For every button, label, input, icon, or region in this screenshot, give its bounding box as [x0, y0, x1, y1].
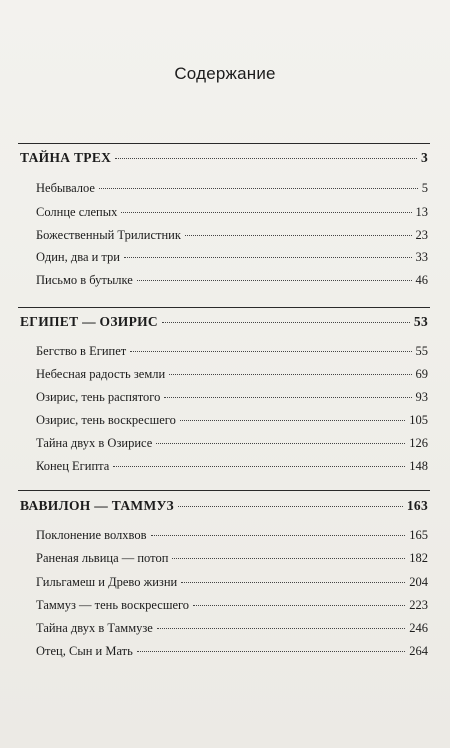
chapter-page-number: 93: [415, 390, 428, 404]
toc-chapter-entry: [36, 250, 428, 265]
toc-chapter-entry: [36, 551, 428, 566]
toc-chapter-entry: [36, 181, 428, 196]
chapter-title: Гильгамеш и Древо жизни: [36, 575, 178, 589]
chapter-title: Отец, Сын и Мать: [36, 644, 133, 658]
chapter-title: Тайна двух в Таммузе: [36, 621, 153, 635]
part-page-number: 3: [420, 150, 428, 165]
chapter-title: Поклонение волхвов: [36, 528, 147, 542]
chapter-title: Солнце слепых: [36, 205, 118, 219]
dot-leader: [157, 628, 405, 629]
part-title: ЕГИПЕТ — ОЗИРИС: [20, 314, 158, 329]
chapter-page-number: 264: [409, 644, 428, 658]
toc-chapter-entry: [36, 367, 428, 382]
chapter-title: Конец Египта: [36, 459, 110, 473]
chapter-title: Озирис, тень воскресшего: [36, 413, 176, 427]
toc-chapter-entry: [36, 273, 428, 288]
chapter-title: Письмо в бутылке: [36, 273, 133, 287]
chapter-title: Тайна двух в Озирисе: [36, 436, 153, 450]
section-divider: [18, 307, 430, 308]
dot-leader: [99, 188, 418, 189]
chapter-page-number: 33: [415, 250, 428, 264]
chapter-title: Божественный Трилистник: [36, 228, 181, 242]
chapter-title: Озирис, тень распятого: [36, 390, 161, 404]
chapter-page-number: 126: [409, 436, 428, 450]
dot-leader: [151, 535, 406, 536]
chapter-page-number: 69: [415, 367, 428, 381]
toc-chapter-entry: [36, 528, 428, 543]
chapter-page-number: 182: [409, 551, 428, 565]
dot-leader: [130, 351, 411, 352]
dot-leader: [169, 374, 411, 375]
part-title: ТАЙНА ТРЕХ: [20, 150, 112, 165]
chapter-page-number: 55: [415, 344, 428, 358]
dot-leader: [185, 235, 412, 236]
dot-leader: [115, 158, 417, 159]
toc-part-entry: [20, 150, 428, 166]
toc-chapter-entry: [36, 344, 428, 359]
chapter-page-number: 246: [409, 621, 428, 635]
dot-leader: [180, 420, 405, 421]
part-title: ВАВИЛОН — ТАММУЗ: [20, 498, 174, 513]
chapter-page-number: 148: [409, 459, 428, 473]
toc-chapter-entry: [36, 390, 428, 405]
chapter-page-number: 23: [415, 228, 428, 242]
chapter-page-number: 204: [409, 575, 428, 589]
chapter-title: Небывалое: [36, 181, 95, 195]
part-page-number: 53: [413, 314, 428, 329]
chapter-page-number: 165: [409, 528, 428, 542]
chapter-title: Бегство в Египет: [36, 344, 127, 358]
dot-leader: [164, 397, 411, 398]
toc-chapter-entry: [36, 413, 428, 428]
dot-leader: [193, 605, 405, 606]
toc-chapter-entry: [36, 621, 428, 636]
toc-chapter-entry: [36, 205, 428, 220]
toc-part-entry: [20, 498, 428, 514]
dot-leader: [178, 506, 403, 507]
toc-chapter-entry: [36, 436, 428, 451]
dot-leader: [137, 280, 412, 281]
dot-leader: [121, 212, 411, 213]
chapter-page-number: 105: [409, 413, 428, 427]
page-title: Содержание: [174, 64, 276, 83]
chapter-page-number: 223: [409, 598, 428, 612]
toc-chapter-entry: [36, 644, 428, 659]
chapter-title: Таммуз — тень воскресшего: [36, 598, 190, 612]
chapter-page-number: 46: [415, 273, 428, 287]
section-divider: [18, 143, 430, 144]
dot-leader: [156, 443, 405, 444]
chapter-page-number: 13: [415, 205, 428, 219]
dot-leader: [113, 466, 405, 467]
dot-leader: [181, 582, 405, 583]
toc-part-entry: [20, 314, 428, 330]
chapter-title: Небесная радость земли: [36, 367, 166, 381]
toc-chapter-entry: [36, 459, 428, 474]
dot-leader: [124, 257, 412, 258]
dot-leader: [172, 558, 405, 559]
chapter-title: Один, два и три: [36, 250, 120, 264]
part-page-number: 163: [406, 498, 428, 513]
toc-chapter-entry: [36, 598, 428, 613]
dot-leader: [137, 651, 405, 652]
section-divider: [18, 490, 430, 491]
chapter-title: Раненая львица — потоп: [36, 551, 169, 565]
chapter-page-number: 5: [421, 181, 428, 195]
dot-leader: [162, 322, 410, 323]
toc-chapter-entry: [36, 575, 428, 590]
toc-chapter-entry: [36, 228, 428, 243]
